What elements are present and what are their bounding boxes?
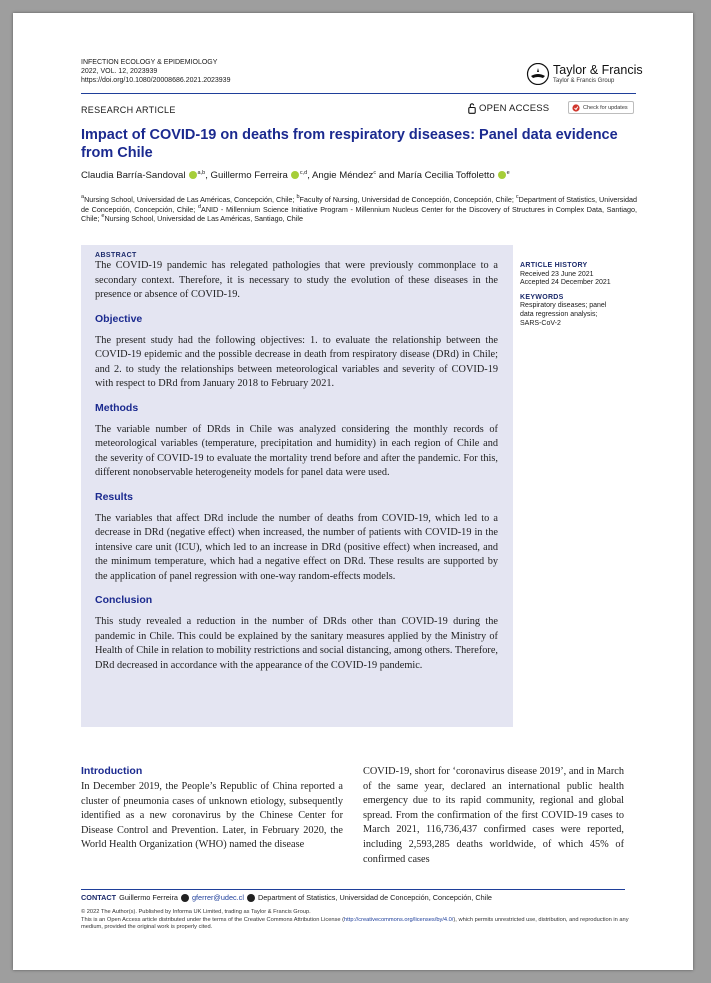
accepted-date: Accepted 24 December 2021	[520, 279, 611, 287]
contact-line	[81, 893, 492, 902]
objective-text: The present study had the following objectives: 1. to evaluate the relationship between the COVID-19 epidemic and the possible decrease in death from respiratory disease (DRd) in Chile; and 2. to study the relationships between meteorological variables and severity of COVID-19 with respect to DRd from January 2018 to February 2021.	[95, 334, 498, 389]
results-text: The variables that affect DRd include the number of deaths from COVID-19, which led to a decrease in DRd (negative effect) when increased, the number of patients with COVID-19 in the intensive care unit (ICU), which led to an increase in DRd (positive effect) when increased, and the minimum temperature, which had a negative effect on DRd. These results are supported by the application of panel regression with one-way random-effects models.	[95, 512, 498, 582]
author-affiliation-marks: c	[373, 170, 377, 176]
contact-label: CONTACT	[81, 893, 117, 902]
abstract-box	[81, 245, 513, 727]
journal-info	[81, 58, 230, 85]
publisher-lamp-icon	[526, 63, 550, 85]
publisher-logo	[526, 63, 643, 93]
publisher-name: Taylor & Francis	[553, 63, 643, 77]
license-notice	[81, 909, 641, 932]
author-affiliation-marks: a,b	[197, 170, 206, 176]
author-name[interactable]: Angie Méndez	[312, 170, 374, 181]
affiliation: Faculty of Nursing, Universidad de Concepción, Concepción, Chile;	[299, 195, 516, 204]
check-for-updates-label: Check for updates	[583, 104, 628, 111]
article-title: Impact of COVID-19 on deaths from respiratory diseases: Panel data evidence from Chile	[81, 127, 618, 161]
abstract-intro: The COVID-19 pandemic has relegated pathologies that were previously commonplace to a secondary context. Therefore, it is necessary to study the evolution of these diseases in the presence or absence of COVID-19.	[95, 260, 498, 300]
conclusion-heading: Conclusion	[95, 594, 153, 606]
abstract-heading: ABSTRACT	[95, 252, 137, 259]
open-access-label: OPEN ACCESS	[479, 103, 550, 114]
affiliations: $^a$Nursing School, Universidad de Las Américas, Concepción, Chile; $^b$Faculty of Nursing, Universidad de Concepción, Concepción, Chile; $^c$Department of Statistics, Universidad de Concepción, Concepción, Chile; $^d$ANID - Millennium Science Initiative Program - Millennium Nucleus Center for the Discovery of Structures in Complex Data, Santiago, Chile; $^e$Nursing School, Universidad de Las Américas, Santiago, Chile	[81, 194, 637, 224]
article-page	[13, 13, 693, 970]
contact-email[interactable]: gferrer@udec.cl	[191, 893, 244, 902]
orcid-icon[interactable]	[498, 171, 506, 179]
methods-heading: Methods	[95, 401, 139, 414]
received-date: Received 23 June 2021	[520, 270, 594, 278]
conclusion-text: This study revealed a reduction in the number of DRds other than COVID-19 during the pandemic in Chile. This could be explained by the sanitary measures applied by the Ministry of Health of Chile in relation to mobility restrictions and social distancing, among others. Therefore, DRd decreased in accordance with the appearance of the COVID-19 pandemic.	[95, 616, 498, 671]
address-icon	[247, 894, 255, 902]
license-link[interactable]: http://creativecommons.org/licenses/by/4.0/	[344, 916, 454, 923]
keyword-line: SARS-CoV-2	[520, 319, 561, 327]
author-name[interactable]: Guillermo Ferreira	[210, 170, 288, 181]
publisher-group: Taylor & Francis Group	[553, 78, 615, 84]
results-heading: Results	[95, 490, 133, 503]
contact-name: Guillermo Ferreira	[119, 893, 178, 902]
article-sidebar	[520, 262, 635, 328]
author-affiliation-marks: c,d	[299, 170, 308, 176]
journal-volume: 2022, VOL. 12, 2023939	[81, 68, 158, 75]
orcid-icon[interactable]	[189, 171, 197, 179]
affiliation: ANID - Millennium Science Initiative Program - Millennium Nucleus Center for the Discovery of Structures in Complex Data, Santiago, Chile;	[81, 204, 637, 224]
license-text-end: ), which permits unrestricted use, distribution, and reproduction in any medium, provided the original work is properly cited.	[81, 916, 629, 930]
article-type: RESEARCH ARTICLE	[81, 105, 176, 115]
affiliation: Department of Statistics, Universidad de Concepción, Concepción, Chile;	[81, 195, 637, 214]
open-lock-icon	[468, 103, 476, 114]
history-heading: ARTICLE HISTORY	[520, 262, 588, 269]
keywords-heading: KEYWORDS	[520, 293, 564, 301]
methods-text: The variable number of DRds in Chile was analyzed considering the monthly records of meteorological variables (temperature, precipitation and humidity) in each region of Chile and the severity of COVID-19 to evaluate the mortality trend before and after the pandemic. For this, different nonobservable heterogeneity models for panel data were used.	[95, 423, 498, 478]
copyright-line: © 2022 The Author(s). Published by Informa UK Limited, trading as Taylor & Francis Group.	[81, 909, 311, 915]
introduction-heading: Introduction	[81, 765, 143, 777]
introduction-column-2: COVID-19, short for ‘coronavirus disease 2019’, and in March of the same year, declared an international public health emergency due to its rapid community, regional and global spread. From the confirmation of the first COVID-19 cases to March 2021, 116,736,437 confirmed cases were reported, including 2,593,285 deaths worldwide, of which 45% of confirmed cases	[363, 766, 624, 865]
orcid-icon[interactable]	[291, 171, 299, 179]
author-name[interactable]: María Cecilia Toffoletto	[397, 170, 495, 181]
author-list: Claudia Barría-Sandoval $^{a,b}$, Guillermo Ferreira $^{c,d}$, Angie Méndez$^c$ and María Cecilia Toffoletto $^e$	[81, 170, 510, 181]
header-rule	[81, 93, 636, 94]
open-access-badge	[468, 103, 549, 114]
keyword-line: data regression analysis;	[520, 310, 598, 318]
footer-rule	[81, 889, 625, 890]
email-icon	[181, 894, 189, 902]
crossmark-icon	[572, 104, 580, 112]
author-name[interactable]: Claudia Barría-Sandoval	[81, 170, 186, 181]
affiliation: Nursing School, Universidad de Las Américas, Concepción, Chile;	[84, 195, 297, 204]
check-for-updates-button[interactable]	[568, 101, 634, 114]
affiliation: Nursing School, Universidad de Las Américas, Santiago, Chile	[104, 214, 303, 224]
journal-doi[interactable]: https://doi.org/10.1080/20008686.2021.2023939	[81, 77, 231, 84]
contact-department: Department of Statistics, Universidad de Concepción, Concepción, Chile	[257, 893, 492, 902]
introduction-column-1: In December 2019, the People’s Republic of China reported a cluster of pneumonia cases of unknown etiology, subsequently identified as a new coronavirus by the Chinese Center for Disease Control and Prevention. Later, in February 2020, the World Health Organization (WHO) named the disease	[81, 781, 343, 851]
keyword-line: Respiratory diseases; panel	[520, 302, 607, 310]
journal-name: INFECTION ECOLOGY & EPIDEMIOLOGY	[81, 59, 218, 66]
author-affiliation-marks: e	[506, 170, 510, 176]
objective-heading: Objective	[95, 312, 143, 325]
license-text: This is an Open Access article distributed under the terms of the Creative Commons Attribution License (	[81, 916, 345, 923]
